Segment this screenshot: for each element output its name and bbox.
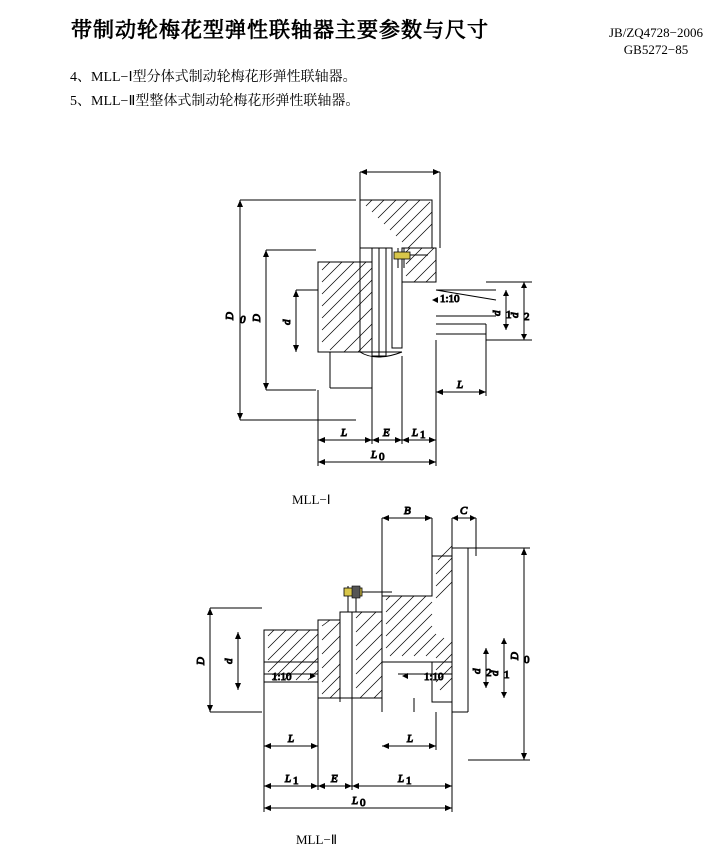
svg-text:L: L [457, 379, 464, 391]
svg-text:d: d [491, 310, 503, 316]
note-item-2: 5、MLL−Ⅱ型整体式制动轮梅花形弹性联轴器。 [70, 94, 360, 109]
svg-text:L: L [288, 733, 295, 745]
figure-caption-2: MLL−Ⅱ [296, 832, 338, 847]
svg-text:B: B [404, 505, 411, 517]
svg-text:0: 0 [379, 451, 385, 463]
svg-text:D: D [251, 314, 263, 322]
svg-text:L: L [371, 449, 378, 461]
svg-text:E: E [331, 773, 338, 785]
svg-text:1: 1 [293, 775, 299, 787]
svg-text:d: d [281, 319, 293, 325]
svg-text:2: 2 [524, 311, 530, 323]
svg-text:L: L [412, 427, 419, 439]
svg-text:0: 0 [240, 314, 246, 326]
svg-text:1: 1 [506, 309, 512, 321]
svg-text:1:10: 1:10 [424, 671, 444, 683]
svg-text:0: 0 [360, 797, 366, 809]
svg-text:1: 1 [420, 429, 426, 441]
note-item-1: 4、MLL−Ⅰ型分体式制动轮梅花形弹性联轴器。 [70, 70, 357, 85]
svg-text:E: E [383, 427, 390, 439]
figure-2-mll-ii [195, 505, 530, 812]
page-title: 带制动轮梅花型弹性联轴器主要参数与尺寸 [71, 18, 489, 42]
svg-text:2: 2 [486, 667, 492, 679]
svg-text:d: d [471, 668, 483, 674]
svg-text:d: d [509, 312, 521, 318]
svg-text:D: D [195, 657, 207, 665]
svg-text:0: 0 [524, 654, 530, 666]
svg-text:L: L [398, 773, 405, 785]
svg-text:C: C [460, 505, 468, 517]
standard-codes [609, 24, 703, 58]
svg-text:d: d [489, 670, 501, 676]
svg-text:1: 1 [504, 669, 510, 681]
svg-text:1:10: 1:10 [440, 293, 460, 305]
svg-text:L: L [341, 427, 348, 439]
svg-text:L: L [285, 773, 292, 785]
figure-caption-1: MLL−Ⅰ [292, 492, 331, 507]
svg-text:1:10: 1:10 [272, 671, 292, 683]
svg-text:L: L [352, 795, 359, 807]
figure-1-mll-i [224, 169, 532, 466]
svg-text:D: D [224, 312, 236, 320]
standard-code-2: GB5272−85 [623, 42, 689, 57]
svg-text:d: d [223, 658, 235, 664]
svg-text:D: D [509, 652, 521, 660]
standard-code-1: JB/ZQ4728−2006 [608, 25, 703, 40]
svg-text:L: L [407, 733, 414, 745]
svg-text:1: 1 [406, 775, 412, 787]
